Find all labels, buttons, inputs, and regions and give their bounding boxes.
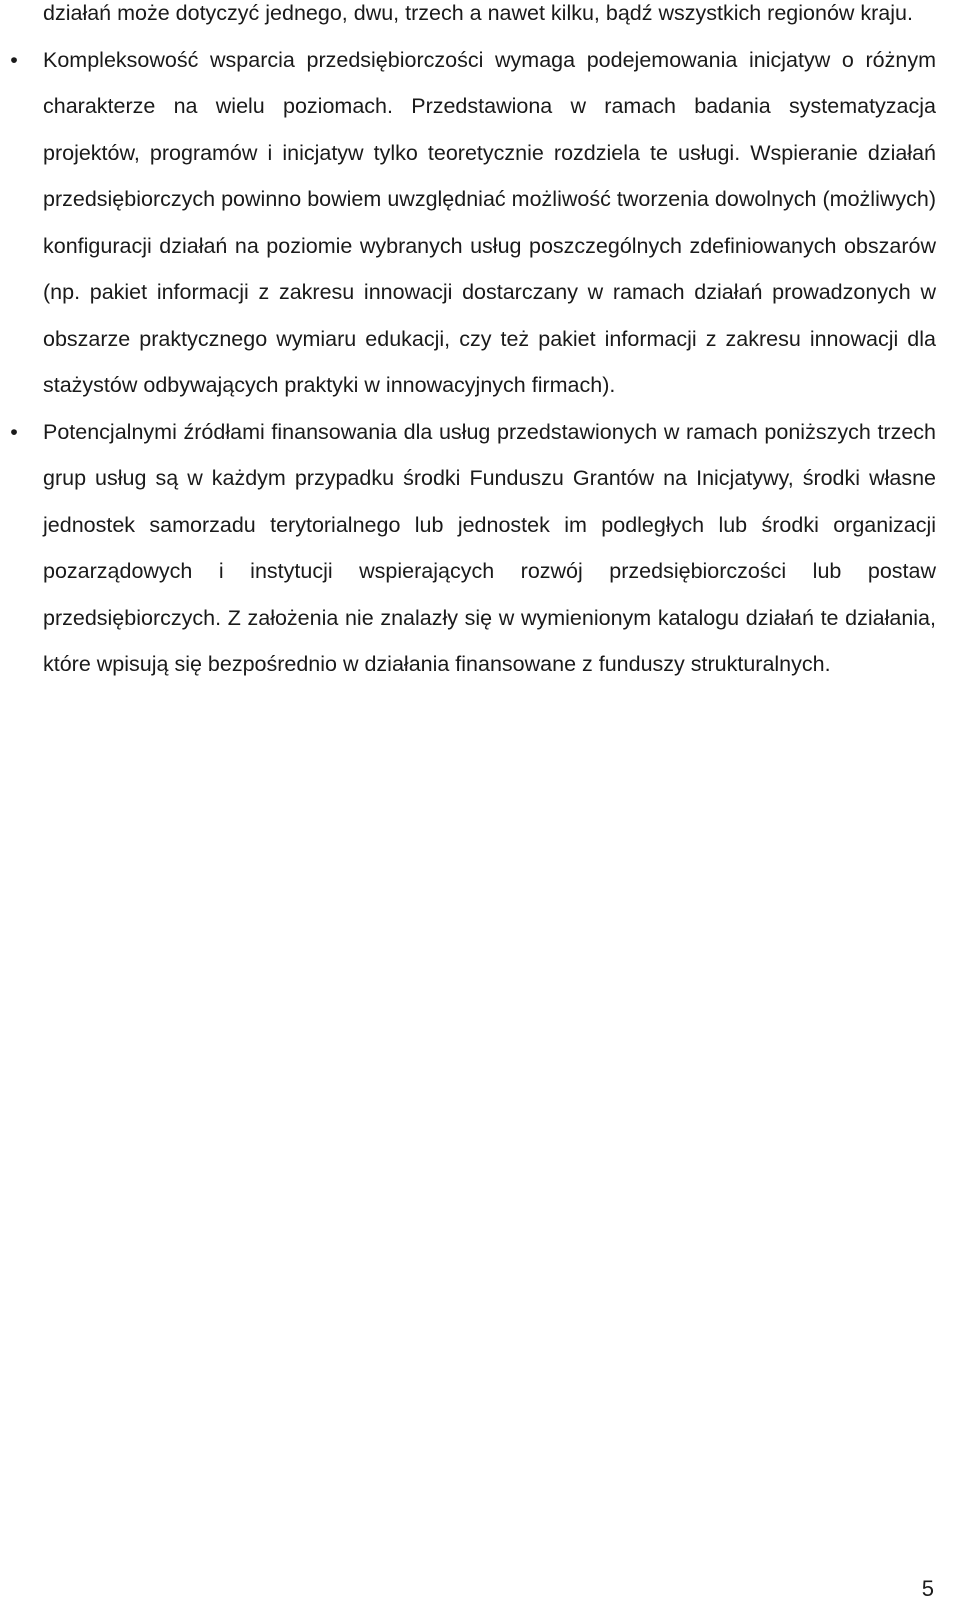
bullet-icon: • [10, 419, 18, 444]
bullet-item-2 [10, 409, 936, 688]
page-content [10, 0, 936, 688]
bullet-icon: • [10, 47, 18, 72]
continuation-paragraph: działań może dotyczyć jednego, dwu, trzech a nawet kilku, bądź wszystkich regionów kraju. [43, 1, 913, 25]
page-number: 5 [921, 1576, 934, 1601]
bullet-text: Potencjalnymi źródłami finansowania dla usług przedstawionych w ramach poniższych trzech grup usług są w każdym przypadku środki Funduszu Grantów na Inicjatywy, środki własne jednostek samorzadu terytorialnego lub jednostek im podległych lub środki organizacji pozarządowych i instytucji wspierających rozwój przedsiębiorczości lub postaw przedsiębiorczych. Z założenia nie znalazły się w wymienionym katalogu działań te działania, które wpisują się bezpośrednio w działania finansowane z funduszy strukturalnych. [43, 419, 936, 676]
bullet-text: Kompleksowość wsparcia przedsiębiorczości wymaga podejemowania inicjatyw o różnym charakterze na wielu poziomach. Przedstawiona w ramach badania systematyzacja projektów, programów i inicjatyw tylko teoretycznie rozdziela te usługi. Wspieranie działań przedsiębiorczych powinno bowiem uwzględniać możliwość tworzenia dowolnych (możliwych) konfiguracji działań na poziomie wybranych usług poszczególnych zdefiniowanych obszarów (np. pakiet informacji z zakresu innowacji dostarczany w ramach działań prowadzonych w obszarze praktycznego wymiaru edukacji, czy też pakiet informacji z zakresu innowacji dla stażystów odbywających praktyki w innowacyjnych firmach). [43, 47, 936, 397]
bullet-item-1 [10, 37, 936, 409]
